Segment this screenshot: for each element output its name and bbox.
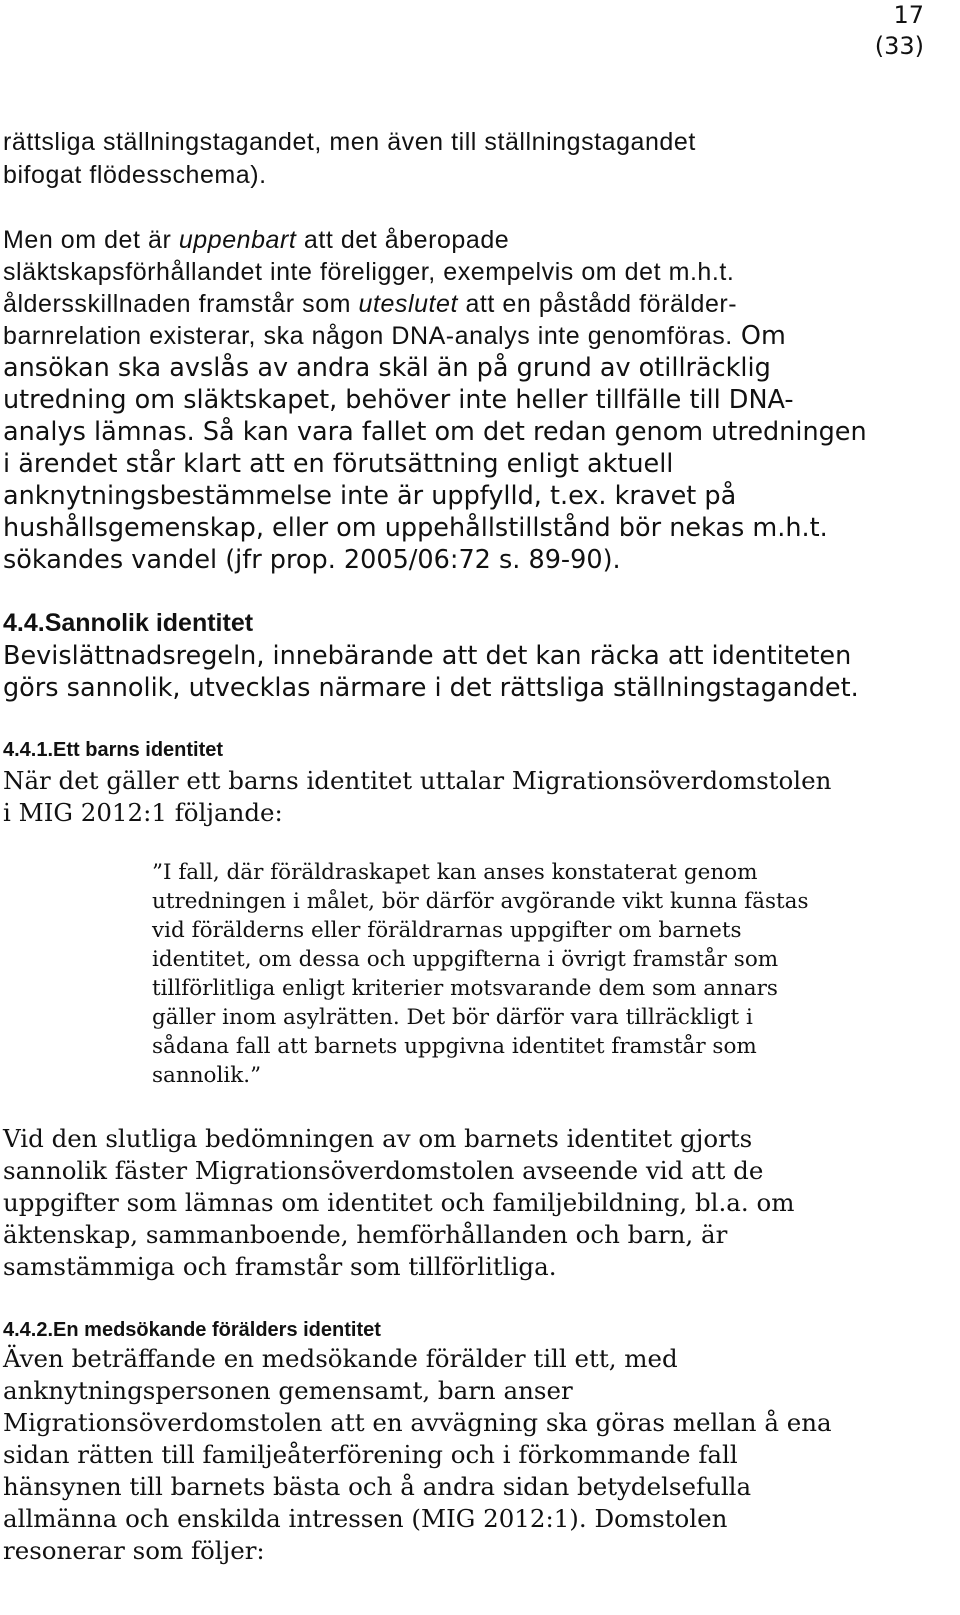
section-heading <box>3 609 253 638</box>
paragraph-line: När det gäller ett barns identitet uttalar Migrationsöverdomstolen <box>3 766 832 795</box>
emphasis-text: uppenbart <box>178 226 297 254</box>
quote-line: utredningen i målet, bör därför avgörande vikt kunna fästas <box>152 889 809 914</box>
section-number: 4.4.2. <box>3 1319 54 1341</box>
section-number: 4.4.1. <box>3 739 54 761</box>
paragraph-line: hänsynen till barnets bästa och å andra sidan betydelsefulla <box>3 1472 752 1501</box>
paragraph-line: samstämmiga och framstår som tillförlitliga. <box>3 1252 557 1281</box>
paragraph-line: bifogat flödesschema). <box>3 161 267 189</box>
paragraph-line: i MIG 2012:1 följande: <box>3 798 283 827</box>
quote-line: gäller inom asylrätten. Det bör därför vara tillräckligt i <box>152 1005 753 1030</box>
section-title: Ett barns identitet <box>53 739 224 761</box>
quote-line: vid förälderns eller föräldrarnas uppgifter om barnets <box>152 918 742 943</box>
subsection-heading <box>3 739 223 762</box>
paragraph-line: Migrationsöverdomstolen att en avvägning ska göras mellan å ena <box>3 1408 832 1437</box>
paragraph-line <box>3 226 509 255</box>
paragraph-line: anknytningsbestämmelse inte är uppfylld, t.ex. kravet på <box>3 481 737 511</box>
text-span: att en påstådd förälder- <box>457 290 738 318</box>
quote-line: sådana fall att barnets uppgivna identitet framstår som <box>152 1034 757 1059</box>
paragraph-line <box>3 290 737 319</box>
subsection-heading <box>3 1319 381 1342</box>
paragraph-line: sidan rätten till familjeåterförening och i förkommande fall <box>3 1440 738 1469</box>
paragraph-line: äktenskap, sammanboende, hemförhållanden och barn, är <box>3 1220 728 1249</box>
text-span: att det åberopade <box>296 226 510 254</box>
paragraph-line: hushållsgemenskap, eller om uppehållstillstånd bör nekas m.h.t. <box>3 513 828 543</box>
paragraph-line: i ärendet står klart att en förutsättning enligt aktuell <box>3 449 674 479</box>
text-span: åldersskillnaden framstår som <box>3 290 359 318</box>
paragraph-line: sannolik fäster Migrationsöverdomstolen avseende vid att de <box>3 1156 764 1185</box>
paragraph-line: utredning om släktskapet, behöver inte heller tillfälle till DNA- <box>3 385 794 415</box>
text-span: Men om det är <box>3 226 179 254</box>
paragraph-line: sökandes vandel (jfr prop. 2005/06:72 s. 89-90). <box>3 545 621 575</box>
section-number: 4.4. <box>3 609 45 637</box>
section-title: Sannolik identitet <box>44 609 254 637</box>
text-span: barnrelation existerar, ska någon DNA-analys inte genomföras. <box>3 322 733 350</box>
quote-line: tillförlitliga enligt kriterier motsvarande dem som annars <box>152 976 778 1001</box>
paragraph-line: släktskapsförhållandet inte föreligger, exempelvis om det m.h.t. <box>3 258 735 286</box>
paragraph-line: analys lämnas. Så kan vara fallet om det redan genom utredningen <box>3 417 867 447</box>
paragraph-line: ansökan ska avslås av andra skäl än på grund av otillräcklig <box>3 353 771 383</box>
paragraph-line: Bevislättnadsregeln, innebärande att det kan räcka att identiteten <box>3 641 852 671</box>
paragraph-line <box>3 321 786 351</box>
paragraph-line: görs sannolik, utvecklas närmare i det rättsliga ställningstagandet. <box>3 673 859 703</box>
paragraph-line: Även beträffande en medsökande förälder till ett, med <box>3 1344 678 1373</box>
page-number: 17 (33) <box>874 1 924 60</box>
paragraph-line: Vid den slutliga bedömningen av om barnets identitet gjorts <box>3 1124 753 1153</box>
emphasis-text: uteslutet <box>358 290 458 318</box>
quote-line: identitet, om dessa och uppgifterna i övrigt framstår som <box>152 947 779 972</box>
paragraph-line: anknytningspersonen gemensamt, barn anser <box>3 1376 573 1405</box>
quote-line: ”I fall, där föräldraskapet kan anses konstaterat genom <box>152 860 758 885</box>
paragraph-line: rättsliga ställningstagandet, men även till ställningstagandet <box>3 128 696 156</box>
paragraph-line: allmänna och enskilda intressen (MIG 2012:1). Domstolen <box>3 1504 728 1533</box>
paragraph-line: uppgifter som lämnas om identitet och familjebildning, bl.a. om <box>3 1188 795 1217</box>
paragraph-line: resonerar som följer: <box>3 1536 265 1565</box>
text-span: Om <box>732 321 786 351</box>
quote-line: sannolik.” <box>152 1063 262 1088</box>
section-title: En medsökande förälders identitet <box>53 1319 381 1341</box>
